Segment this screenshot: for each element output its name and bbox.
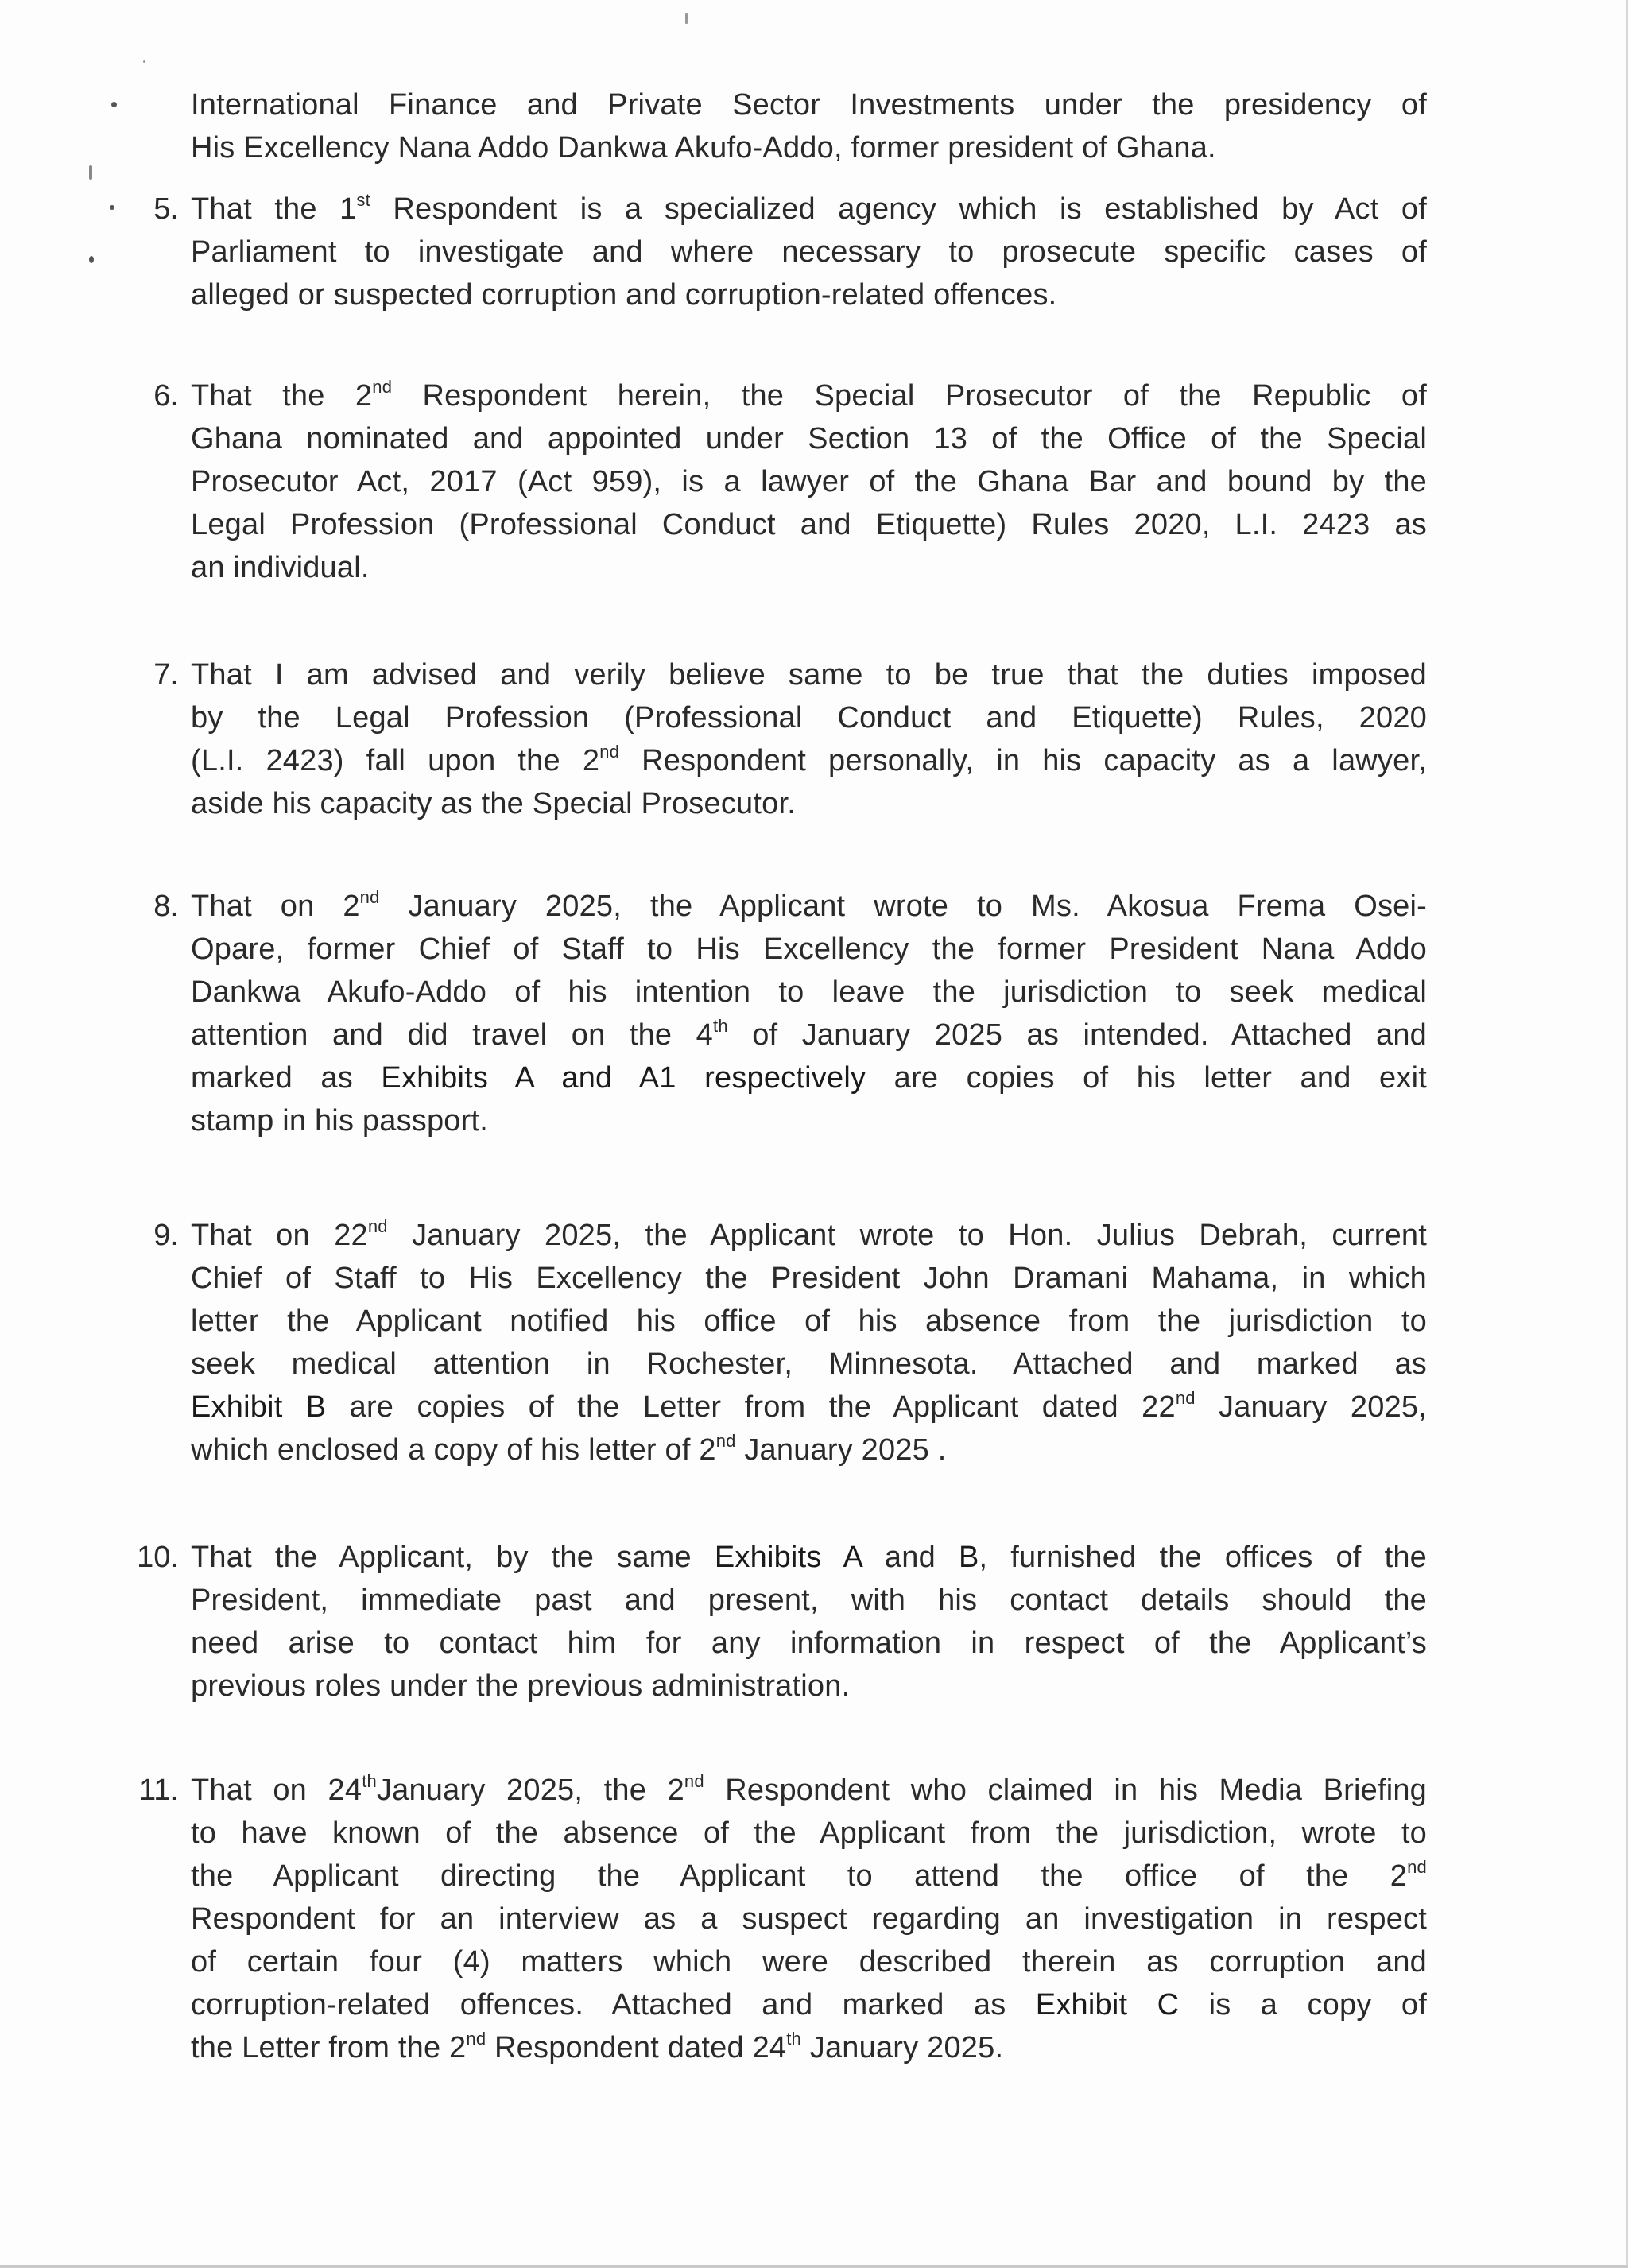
text-line: That the 1st Respondent is a specialized agency which is established by Act of (191, 190, 1427, 226)
exhibit-reference: Exhibit B (191, 1390, 327, 1424)
text-line: International Finance and Private Sector Investments under the presidency of (191, 88, 1427, 122)
exhibit-reference: Exhibits A and A1 respectively (381, 1061, 866, 1095)
text-line: aside his capacity as the Special Prosecutor. (191, 787, 796, 820)
text-line: marked as Exhibits A and A1 respectively are copies of his letter and exit (191, 1061, 1427, 1095)
paragraph-number: 6. (153, 379, 179, 413)
text-line: alleged or suspected corruption and corruption-related offences. (191, 278, 1057, 312)
text-line: to have known of the absence of the Applicant from the jurisdiction, wrote to (191, 1816, 1427, 1850)
paragraph-5 (153, 188, 1427, 316)
text-line: That on 22nd January 2025, the Applicant wrote to Hon. Julius Debrah, current (191, 1216, 1427, 1252)
paragraph-6 (153, 374, 1427, 589)
text-line: Opare, former Chief of Staff to His Excellency the former President Nana Addo (191, 932, 1427, 966)
text-line: by the Legal Profession (Professional Conduct and Etiquette) Rules, 2020 (191, 701, 1427, 735)
text-line: Exhibit B are copies of the Letter from the Applicant dated 22nd January 2025, (191, 1388, 1427, 1424)
paragraph-10 (137, 1536, 1427, 1708)
text-line: That I am advised and verily believe same to be true that the duties imposed (191, 658, 1427, 692)
text-line: the Letter from the 2nd Respondent dated 24th January 2025. (191, 2029, 1004, 2064)
text-line: Legal Profession (Professional Conduct and Etiquette) Rules 2020, L.I. 2423 as (191, 508, 1427, 541)
text-line: That the Applicant, by the same Exhibits A and B, furnished the offices of the (191, 1541, 1427, 1574)
text-line: which enclosed a copy of his letter of 2nd January 2025 . (191, 1431, 947, 1467)
scan-speck (111, 102, 117, 107)
exhibit-reference: Exhibits A (714, 1541, 862, 1574)
text-line: Parliament to investigate and where necessary to prosecute specific cases of (191, 235, 1427, 269)
scan-speck (143, 60, 145, 63)
text-line: President, immediate past and present, with his contact details should the (191, 1584, 1427, 1617)
text-line: Respondent for an interview as a suspect regarding an investigation in respect (191, 1902, 1427, 1936)
exhibit-reference: Exhibit C (1035, 1988, 1180, 2022)
text-line: of certain four (4) matters which were described therein as corruption and (191, 1945, 1427, 1979)
scan-speck (89, 165, 92, 180)
paragraph-number: 10. (137, 1541, 179, 1574)
exhibit-reference: B (958, 1541, 979, 1574)
text-line: That on 2nd January 2025, the Applicant wrote to Ms. Akosua Frema Osei- (191, 887, 1427, 923)
text-line: Ghana nominated and appointed under Section 13 of the Office of the Special (191, 422, 1427, 456)
text-line: That on 24thJanuary 2025, the 2nd Respondent who claimed in his Media Briefing (191, 1771, 1428, 1807)
paragraph-intro-continuation (191, 83, 1427, 169)
text-line: attention and did travel on the 4th of January 2025 as intended. Attached and (191, 1016, 1427, 1052)
paragraph-number: 7. (153, 658, 179, 692)
paragraph-number: 11. (138, 1774, 179, 1807)
paragraph-7 (153, 653, 1427, 825)
text-line: (L.I. 2423) fall upon the 2nd Respondent personally, in his capacity as a lawyer, (191, 742, 1427, 777)
paragraph-number: 8. (153, 890, 179, 923)
paragraph-8 (153, 885, 1427, 1142)
text-line: seek medical attention in Rochester, Minnesota. Attached and marked as (191, 1347, 1427, 1381)
text-line: need arise to contact him for any information in respect of the Applicant’s (191, 1626, 1427, 1660)
text-line: His Excellency Nana Addo Dankwa Akufo-Addo, former president of Ghana. (191, 131, 1216, 165)
text-line: the Applicant directing the Applicant to attend the office of the 2nd (191, 1857, 1427, 1893)
paragraph-11 (138, 1769, 1428, 2069)
text-line: stamp in his passport. (191, 1104, 489, 1138)
text-line: Chief of Staff to His Excellency the President John Dramani Mahama, in which (191, 1262, 1427, 1295)
scan-speck (89, 256, 94, 263)
text-line: an individual. (191, 551, 370, 584)
paragraph-number: 5. (153, 192, 179, 226)
scan-edge-bottom (0, 2265, 1628, 2268)
text-line: That the 2nd Respondent herein, the Special Prosecutor of the Republic of (191, 377, 1427, 413)
paragraph-number: 9. (153, 1219, 179, 1252)
text-line: letter the Applicant notified his office of his absence from the jurisdiction to (191, 1305, 1427, 1338)
paragraph-9 (153, 1214, 1427, 1471)
text-line: corruption-related offences. Attached and marked as Exhibit C is a copy of (191, 1988, 1427, 2022)
text-line: Dankwa Akufo-Addo of his intention to leave the jurisdiction to seek medical (191, 975, 1427, 1009)
text-line: Prosecutor Act, 2017 (Act 959), is a lawyer of the Ghana Bar and bound by the (191, 465, 1427, 498)
scan-speck (685, 13, 688, 24)
text-line: previous roles under the previous administration. (191, 1669, 851, 1703)
